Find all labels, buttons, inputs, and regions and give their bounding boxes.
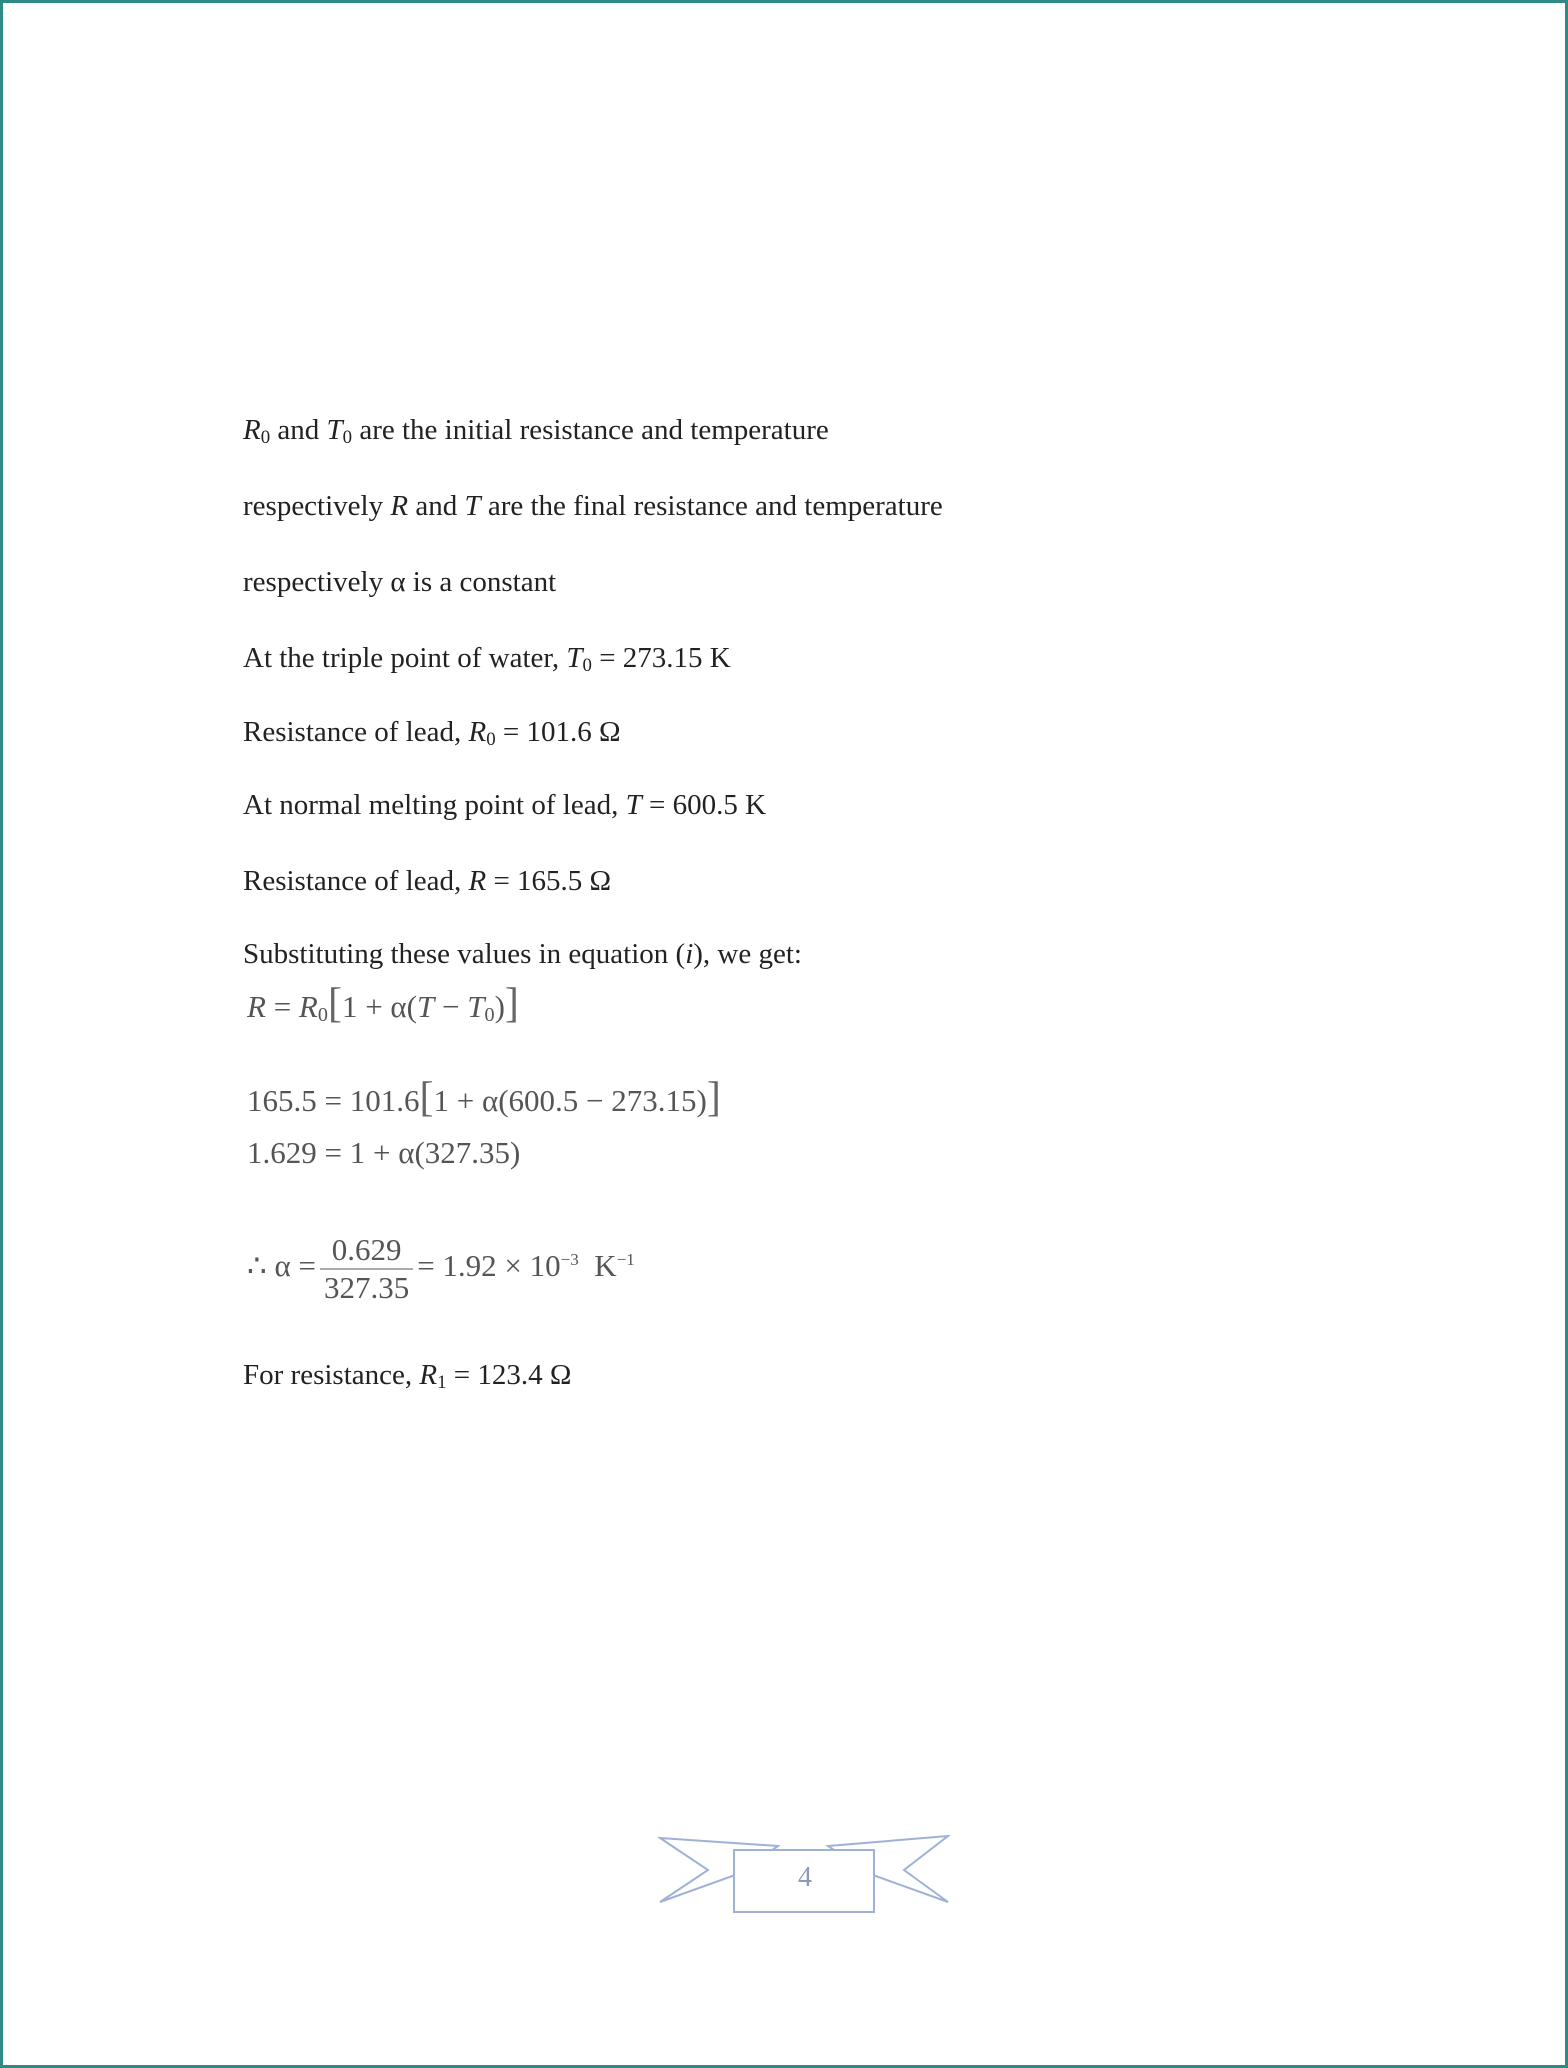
equation-substituted: 165.5 = 101.6[1 + α(600.5 − 273.15)] — [247, 1075, 721, 1121]
page-number: 4 — [798, 1862, 812, 1893]
text-line-8: Substituting these values in equation (i), we get: — [243, 938, 802, 970]
equation-general: $R = R_0[1 + \alpha(T - T_0)]$ — [247, 981, 519, 1027]
equation-simplified: 1.629 = 1 + α(327.35) — [247, 1135, 521, 1170]
text-line-7: Resistance of lead, R = 165.5 Ω — [243, 865, 612, 897]
text-line-final: For resistance, $R_1 = 123.4$ Ω — [243, 1359, 572, 1393]
text-line-2: respectively R and T are the final resistance and temperature — [243, 490, 943, 522]
text-line-6: At normal melting point of lead, T = 600.5 K — [243, 789, 767, 821]
equation-alpha: ∴ α = $\frac{0.629}{327.35}$ = $1.92 \times 10^{-3}$ $K^{-1}$ — [247, 1232, 635, 1305]
text-line-4: At the triple point of water, $T_0 = 273.15$ K — [243, 642, 731, 676]
text-line-3: respectively α is a constant — [243, 566, 557, 598]
text-line-1: $R_0$ and $T_0$ are the initial resistance and temperature — [243, 414, 829, 448]
text-line-5: Resistance of lead, $R_0 = 101.6$ Ω — [243, 716, 621, 750]
fraction: $\frac{0.629}{327.35}$ — [320, 1232, 413, 1306]
